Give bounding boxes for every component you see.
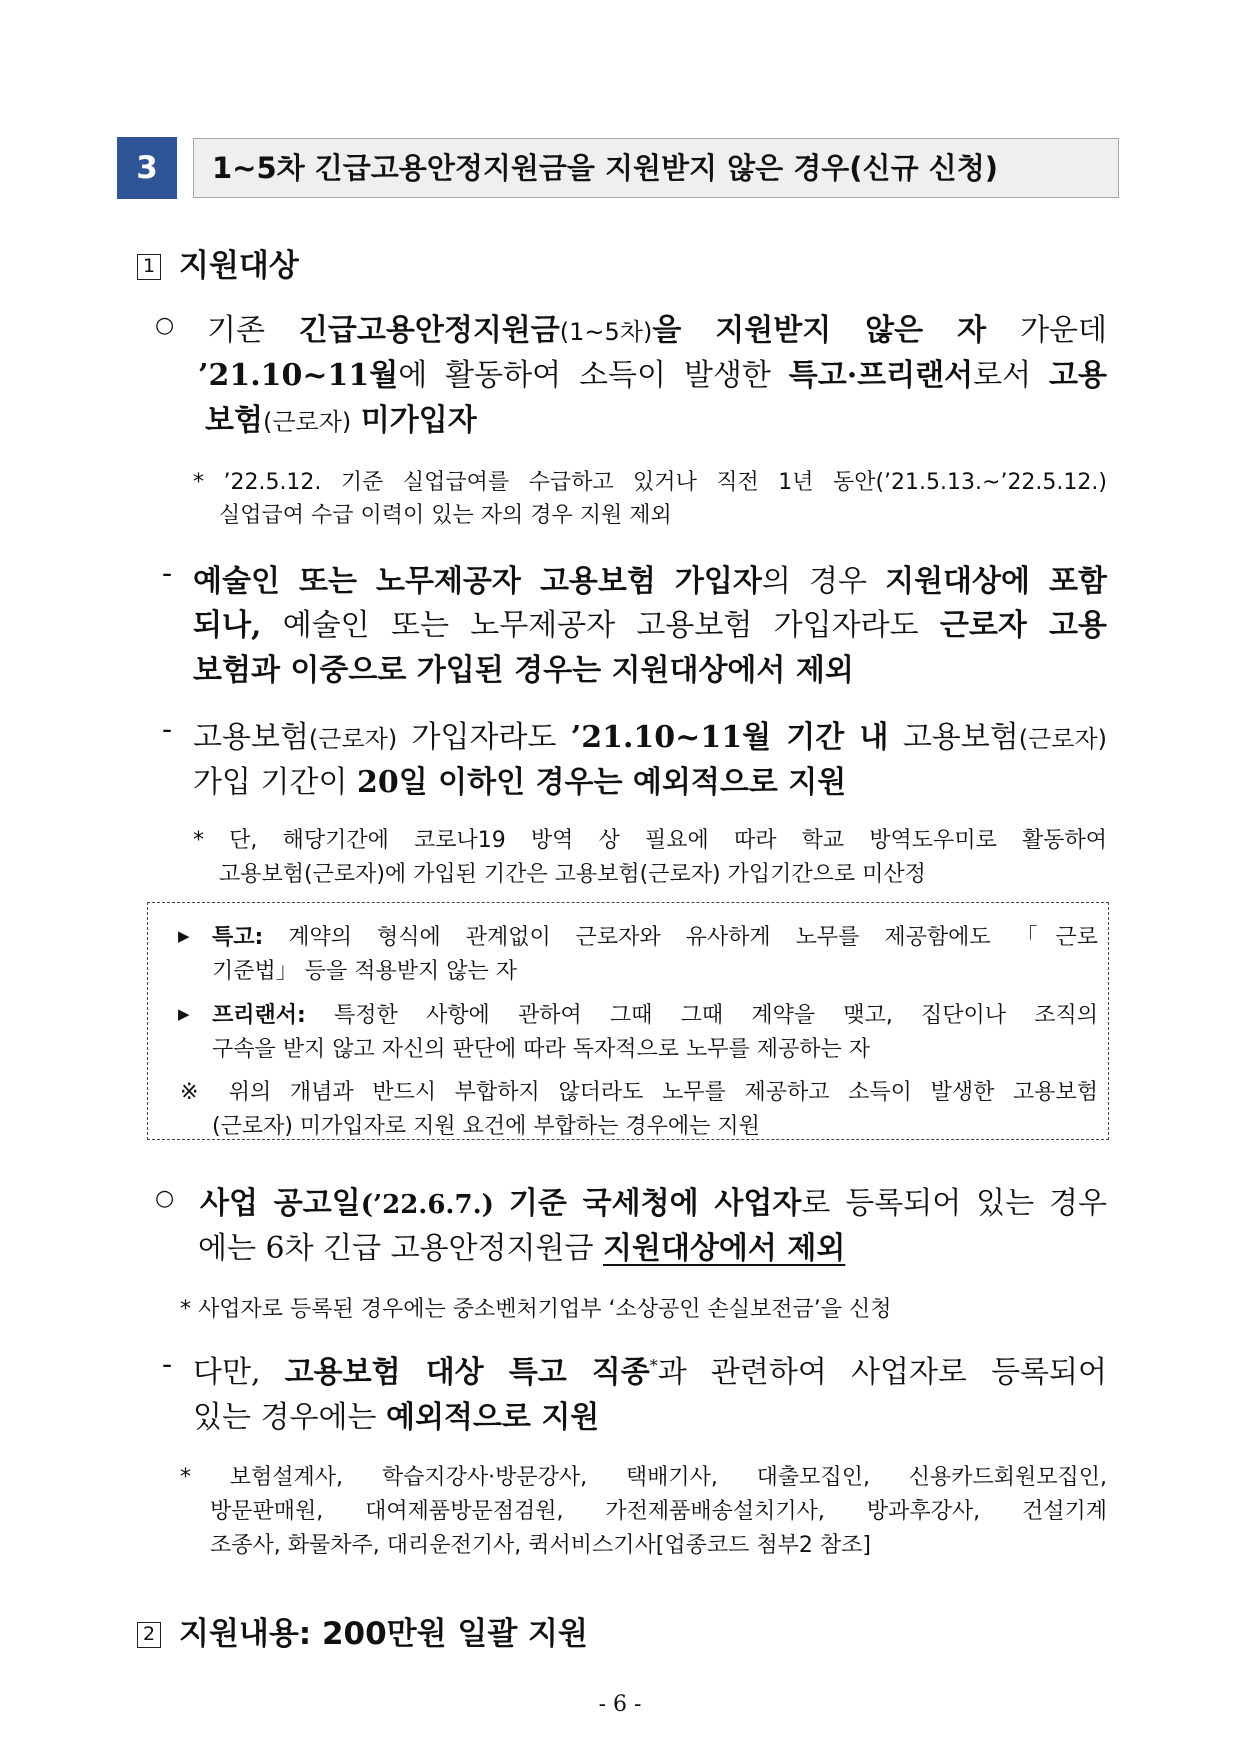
triangle-bullet-icon: ▶	[178, 1005, 190, 1023]
definition-line: 특고: 계약의 형식에 관계없이 근로자와 유사하게 노무를 제공함에도 「근로	[212, 925, 1098, 950]
definition-line: 구속을 받지 않고 자신의 판단에 따라 독자적으로 노무를 제공하는 자	[212, 1037, 870, 1062]
subsection-heading-1	[137, 240, 299, 285]
page-number: - 6 -	[598, 1692, 642, 1717]
footnote-line: 조종사, 화물차주, 대리운전기사, 퀵서비스기사[업종코드 첨부2 참조]	[210, 1533, 871, 1558]
subsection-number-box: 2	[137, 1622, 161, 1648]
definition-line: 기준법」 등을 적용받지 않는 자	[212, 959, 517, 984]
dash-bullet: -	[162, 556, 173, 591]
subsection-title: 지원내용: 200만원 일괄 지원	[179, 1616, 588, 1652]
paragraph-line: 사업 공고일(’22.6.7.) 기준 국세청에 사업자로 등록되어 있는 경우	[200, 1186, 1107, 1221]
paragraph-line: 다만, 고용보험 대상 특고 직종*과 관련하여 사업자로 등록되어	[193, 1355, 1107, 1390]
subsection-title: 지원대상	[179, 248, 299, 284]
remark-line: ※ 위의 개념과 반드시 부합하지 않더라도 노무를 제공하고 소득이 발생한 고용보험	[180, 1080, 1098, 1105]
circle-bullet-icon: ○	[155, 1186, 175, 1211]
circle-bullet-icon: ○	[155, 313, 175, 338]
definition-line: 프리랜서: 특정한 사항에 관하여 그때 그때 계약을 맺고, 집단이나 조직의	[212, 1003, 1098, 1028]
paragraph-line: 가입 기간이 20일 이하인 경우는 예외적으로 지원	[193, 765, 847, 800]
dash-bullet: -	[162, 712, 173, 747]
remark-line: (근로자) 미가입자로 지원 요건에 부합하는 경우에는 지원	[212, 1114, 760, 1139]
footnote-line: * ’22.5.12. 기준 실업급여를 수급하고 있거나 직전 1년 동안(’21.5.13.~’22.5.12.)	[193, 470, 1107, 495]
footnote-line: 방문판매원, 대여제품방문점검원, 가전제품배송설치기사, 방과후강사, 건설기계	[210, 1499, 1107, 1524]
paragraph-line: 보험(근로자) 미가입자	[205, 403, 477, 438]
paragraph-line: ’21.10~11월에 활동하여 소득이 발생한 특고·프리랜서로서 고용	[198, 358, 1107, 393]
paragraph-line: 있는 경우에는 예외적으로 지원	[193, 1400, 600, 1435]
paragraph-line: 기존 긴급고용안정지원금(1~5차)을 지원받지 않은 자 가운데	[207, 313, 1108, 348]
subsection-heading-2	[137, 1608, 588, 1653]
footnote-line: * 단, 해당기간에 코로나19 방역 상 필요에 따라 학교 방역도우미로 활동하여	[193, 828, 1107, 853]
footnote-line: 실업급여 수급 이력이 있는 자의 경우 지원 제외	[219, 503, 672, 528]
paragraph-line: 에는 6차 긴급 고용안정지원금 지원대상에서 제외	[198, 1231, 846, 1266]
footnote-line: * 보험설계사, 학습지강사·방문강사, 택배기사, 대출모집인, 신용카드회원모집인,	[180, 1465, 1107, 1490]
footnote-line: * 사업자로 등록된 경우에는 중소벤처기업부 ‘소상공인 손실보전금’을 신청	[180, 1297, 892, 1322]
triangle-bullet-icon: ▶	[178, 927, 190, 945]
paragraph-line: 보험과 이중으로 가입된 경우는 지원대상에서 제외	[193, 653, 854, 688]
paragraph-line: 예술인 또는 노무제공자 고용보험 가입자의 경우 지원대상에 포함	[193, 564, 1108, 599]
footnote-line: 고용보험(근로자)에 가입된 기간은 고용보험(근로자) 가입기간으로 미산정	[219, 862, 926, 887]
section-title: 1~5차 긴급고용안정지원금을 지원받지 않은 경우(신규 신청)	[193, 138, 1119, 198]
paragraph-line: 고용보험(근로자) 가입자라도 ’21.10~11월 기간 내 고용보험(근로자)	[193, 720, 1108, 755]
subsection-number-box: 1	[137, 254, 161, 280]
paragraph-line: 되나, 예술인 또는 노무제공자 고용보험 가입자라도 근로자 고용	[193, 608, 1107, 643]
section-number-badge: 3	[117, 137, 177, 199]
dash-bullet: -	[162, 1347, 173, 1382]
